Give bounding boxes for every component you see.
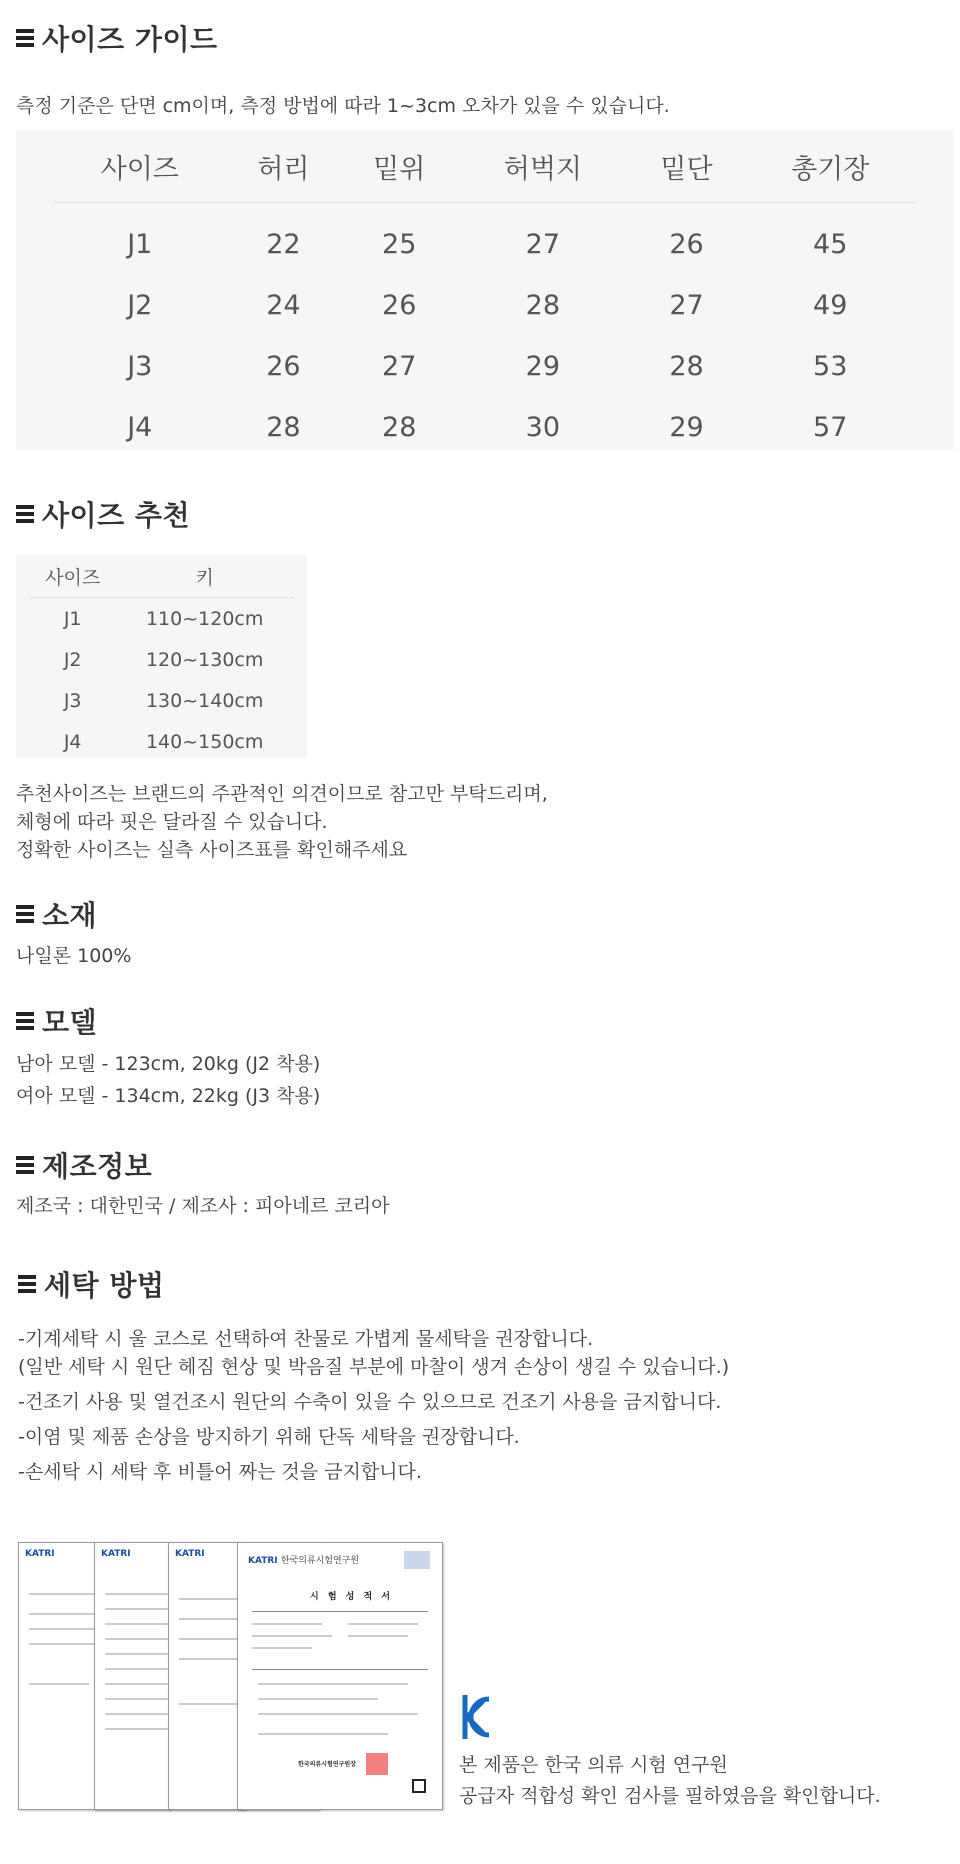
menu-bars-icon: [16, 26, 34, 50]
table-cell: J4: [63, 730, 82, 753]
washing-heading: [18, 1264, 164, 1304]
table-cell: 28: [669, 351, 704, 382]
table-cell: J1: [127, 229, 153, 260]
size-recommend-heading: [16, 494, 190, 534]
note-line: 정확한 사이즈는 실측 사이즈표를 확인해주세요: [16, 839, 408, 861]
washing-line: -건조기 사용 및 열건조시 원단의 수축이 있을 수 있으므로 건조기 사용을 금지합니다.: [18, 1391, 722, 1413]
note-line: 본 제품은 한국 의류 시험 연구원: [459, 1754, 728, 1776]
waist-col-header: 허리: [226, 130, 342, 203]
table-cell: 22: [266, 229, 301, 260]
table-row: [54, 336, 916, 397]
table-cell: 26: [382, 290, 417, 321]
menu-bars-icon: [16, 1153, 34, 1177]
table-cell: 140~150cm: [145, 730, 264, 753]
material-value: 나일론 100%: [16, 945, 132, 967]
menu-bars-icon: [16, 502, 34, 526]
table-cell: J2: [127, 290, 153, 321]
kc-certification-icon: [459, 1693, 493, 1741]
katri-logo: KATRI: [101, 1549, 131, 1559]
manufacture-title: 제조정보: [42, 1150, 153, 1183]
table-cell: 25: [382, 229, 417, 260]
certificate-main-page: [237, 1542, 443, 1810]
table-cell: 24: [266, 290, 301, 321]
table-cell: 27: [525, 229, 561, 260]
table-cell: 49: [813, 290, 848, 321]
certificate-footer-org: 한국의류시험연구원장: [298, 1761, 356, 1768]
table-row: [30, 598, 294, 640]
model-line: 남아 모델 - 123cm, 20kg (J2 착용): [16, 1053, 321, 1075]
table-cell: 57: [813, 412, 848, 443]
size-recommend-table: [16, 555, 307, 758]
table-row: [54, 397, 916, 458]
rise-col-header: 밑위: [341, 130, 457, 203]
table-cell: J3: [127, 351, 153, 382]
table-row: [54, 203, 916, 276]
menu-bars-icon: [16, 1009, 34, 1033]
table-cell: J2: [63, 648, 82, 671]
table-cell: 110~120cm: [145, 607, 264, 630]
note-line: 추천사이즈는 브랜드의 주관적인 의견이므로 참고만 부탁드리며,: [16, 783, 548, 805]
table-cell: J3: [63, 689, 82, 712]
thigh-col-header: 허벅지: [457, 130, 629, 203]
model-line: 여아 모델 - 134cm, 22kg (J3 착용): [16, 1085, 321, 1107]
size-col-header: 사이즈: [30, 555, 115, 598]
table-cell: 130~140cm: [145, 689, 264, 712]
table-cell: 28: [525, 290, 561, 321]
note-line: 공급자 적합성 확인 검사를 필하였음을 확인합니다.: [459, 1785, 881, 1807]
table-cell: J1: [63, 607, 82, 630]
height-col-header: 키: [115, 555, 294, 598]
size-recommend-notes: [16, 780, 548, 864]
model-title: 모델: [42, 1006, 98, 1039]
size-guide-note: 측정 기준은 단면 cm이며, 측정 방법에 따라 1~3cm 오차가 있을 수 있습니다.: [16, 95, 670, 117]
table-cell: 27: [382, 351, 417, 382]
table-cell: 45: [813, 229, 848, 260]
table-row: [30, 721, 294, 762]
table-cell: 27: [669, 290, 704, 321]
washing-line: -기계세탁 시 울 코스로 선택하여 찬물로 가볍게 물세탁을 권장합니다.: [18, 1328, 594, 1350]
table-cell: 53: [813, 351, 848, 382]
washing-line: (일반 세탁 시 원단 헤짐 현상 및 박음질 부분에 마찰이 생겨 손상이 생길 수 있습니다.): [18, 1356, 730, 1378]
menu-bars-icon: [16, 902, 34, 926]
table-cell: 28: [382, 412, 417, 443]
accreditation-mark: [404, 1551, 430, 1569]
table-cell: 26: [266, 351, 301, 382]
table-row: [30, 639, 294, 680]
katri-logo: KATRI 한국의류시험연구원: [248, 1556, 360, 1566]
table-cell: 26: [669, 229, 704, 260]
katri-logo: KATRI: [175, 1549, 205, 1559]
washing-line: -이염 및 제품 손상을 방지하기 위해 단독 세탁을 권장합니다.: [18, 1426, 520, 1448]
test-certificates-image: [18, 1542, 444, 1810]
table-row: [30, 680, 294, 721]
size-col-header: 사이즈: [54, 130, 226, 203]
table-cell: 29: [525, 351, 561, 382]
note-line: 체형에 따라 핏은 달라질 수 있습니다.: [16, 811, 328, 833]
hem-col-header: 밑단: [629, 130, 745, 203]
size-recommend-title: 사이즈 추천: [42, 499, 190, 532]
table-cell: 29: [669, 412, 704, 443]
qr-code-icon: [412, 1779, 426, 1793]
manufacture-heading: [16, 1145, 152, 1185]
menu-bars-icon: [18, 1272, 36, 1296]
table-cell: J4: [127, 412, 153, 443]
certification-note: [459, 1750, 881, 1812]
material-heading: [16, 894, 97, 934]
model-heading: [16, 1001, 97, 1041]
table-cell: 30: [525, 412, 561, 443]
official-stamp: [366, 1753, 388, 1775]
table-cell: 28: [266, 412, 301, 443]
size-guide-heading: [16, 18, 218, 58]
model-info: [16, 1048, 320, 1112]
manufacture-value: 제조국 : 대한민국 / 제조사 : 피아네르 코리아: [16, 1195, 390, 1217]
washing-instructions: [18, 1325, 729, 1493]
table-cell: 120~130cm: [145, 648, 264, 671]
material-title: 소재: [42, 899, 98, 932]
table-row: [54, 275, 916, 336]
katri-logo: KATRI: [25, 1549, 55, 1559]
size-guide-title: 사이즈 가이드: [42, 23, 218, 56]
certificate-title: 시 험 성 적 서: [310, 1592, 394, 1602]
washing-line: -손세탁 시 세탁 후 비틀어 짜는 것을 금지합니다.: [18, 1461, 422, 1483]
size-guide-table: [16, 130, 954, 450]
length-col-header: 총기장: [744, 130, 916, 203]
washing-title: 세탁 방법: [44, 1269, 165, 1302]
